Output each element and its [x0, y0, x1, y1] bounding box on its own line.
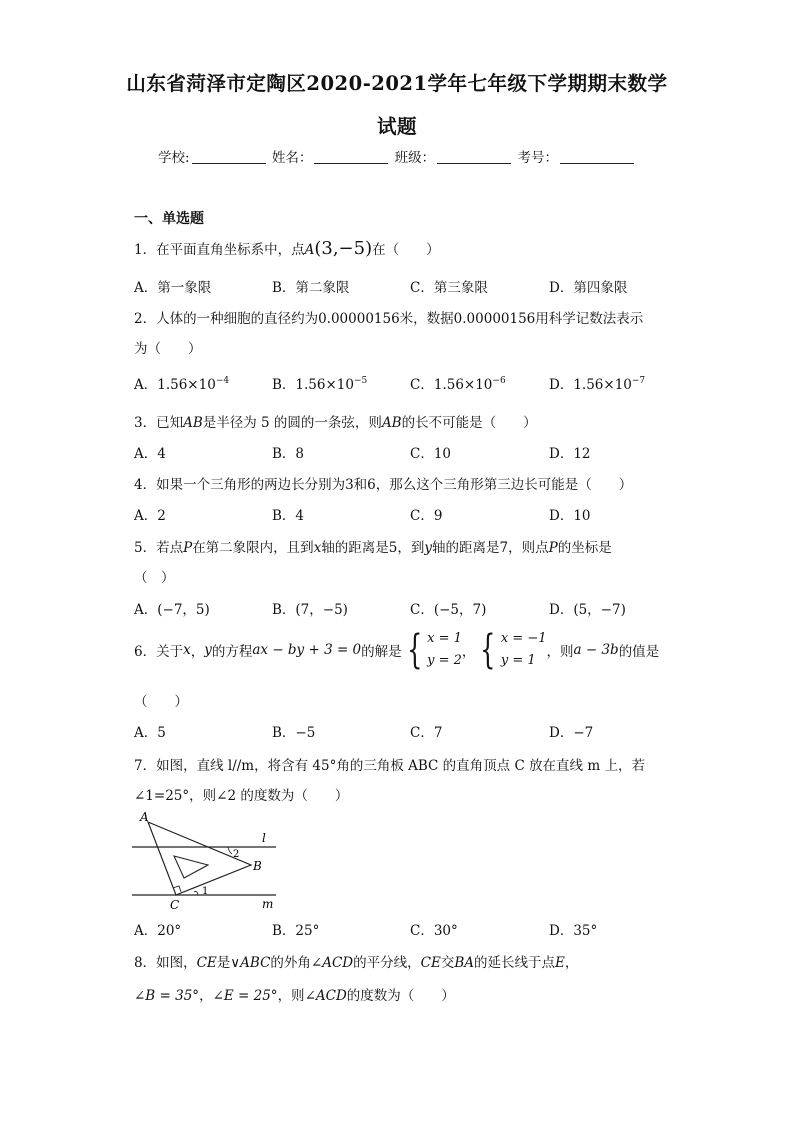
name-label: 姓名： — [271, 150, 313, 166]
q7-figure — [128, 808, 288, 912]
triangle-hole — [174, 856, 208, 878]
q6-option-b[interactable]: B．−5 — [272, 725, 316, 741]
question-4: 4．如果一个三角形的两边长分别为3和6，那么这个三角形第三边长可能是（ ） — [134, 477, 633, 493]
label-a: A — [140, 810, 149, 824]
q1-text: 1．在平面直角坐标系中，点 — [134, 242, 305, 258]
q2-option-a[interactable]: A．$1.56\times 10^{-4}$ — [134, 376, 230, 393]
q7-option-d[interactable]: D．35° — [549, 923, 598, 939]
class-label: 班级： — [394, 150, 436, 166]
q2-option-d[interactable]: D．$1.56\times 10^{-7}$ — [549, 376, 646, 393]
question-5-line2: （ ） — [134, 570, 175, 586]
question-6-line1: 6．关于x，y的方程ax − by + 3 = 0的解是 { x = 1 y = 2， { x = −1 y = 1，则a − 3b的值是 — [134, 627, 660, 673]
q5-option-d[interactable]: D．(5，−7) — [549, 602, 626, 618]
name-field[interactable] — [314, 150, 388, 164]
q4-option-d[interactable]: D．10 — [549, 508, 591, 524]
q3-option-a[interactable]: A．4 — [134, 446, 166, 462]
exam-no-label: 考号： — [517, 150, 558, 166]
q2-option-c[interactable]: C．$1.56\times 10^{-6}$ — [410, 376, 506, 393]
q5-option-c[interactable]: C．(−5，7) — [410, 602, 487, 618]
label-l: l — [262, 831, 266, 845]
question-6-line2: （ ） — [134, 694, 188, 710]
q3-option-d[interactable]: D．12 — [549, 446, 591, 462]
student-info-line — [0, 146, 794, 166]
question-7-line1: 7．如图，直线 l//m，将含有 45°角的三角板 ABC 的直角顶点 C 放在直线 m 上，若 — [134, 758, 645, 774]
section-heading: 一、单选题 — [134, 211, 204, 227]
q7-option-c[interactable]: C．30° — [410, 923, 458, 939]
question-2-line1: 2．人体的一种细胞的直径约为0.00000156米，数据0.00000156用科学记数法表示 — [134, 311, 644, 327]
question-8-line1: 8．如图，CE是∨ABC的外角∠ACD的平分线，CE交BA的延长线于点E， — [134, 955, 579, 971]
exam-no-field[interactable] — [560, 150, 634, 164]
question-5-line1: 5．若点P在第二象限内，且到x轴的距离是5，到y轴的距离是7，则点P的坐标是 — [134, 540, 612, 556]
q6-option-c[interactable]: C．7 — [410, 725, 443, 741]
q6-option-a[interactable]: A．5 — [134, 725, 166, 741]
q1-option-b[interactable]: B．第二象限 — [272, 280, 350, 296]
question-3: 3．已知AB是半径为 5 的圆的一条弦，则AB的长不可能是（ ） — [134, 415, 537, 431]
q1-option-c[interactable]: C．第三象限 — [410, 280, 488, 296]
q5-option-b[interactable]: B．(7，−5) — [272, 602, 348, 618]
q3-option-b[interactable]: B．8 — [272, 446, 305, 462]
label-m: m — [262, 897, 274, 911]
class-field[interactable] — [437, 150, 511, 164]
label-angle-1: 1 — [202, 886, 209, 897]
q4-option-a[interactable]: A．2 — [134, 508, 166, 524]
question-2-line2: 为（ ） — [134, 341, 202, 357]
label-angle-2: 2 — [233, 849, 240, 860]
q2-option-b[interactable]: B．$1.56\times 10^{-5}$ — [272, 376, 368, 393]
question-7-line2: ∠1=25°，则∠2 的度数为（ ） — [134, 788, 349, 804]
q4-option-b[interactable]: B．4 — [272, 508, 305, 524]
q1-point: A — [304, 242, 315, 258]
q5-option-a[interactable]: A．(−7，5) — [134, 602, 210, 618]
question-8-line2: ∠B = 35°，∠E = 25°，则∠ACD的度数为（ ） — [134, 988, 455, 1004]
page-title-line2: 试题 — [376, 115, 417, 138]
q3-option-c[interactable]: C．10 — [410, 446, 452, 462]
q1-option-a[interactable]: A．第一象限 — [134, 280, 212, 296]
angle-2-arc — [228, 847, 232, 854]
q4-option-c[interactable]: C．9 — [410, 508, 443, 524]
label-b: B — [253, 859, 262, 873]
q7-option-a[interactable]: A．20° — [134, 923, 182, 939]
question-1 — [134, 238, 440, 259]
school-label: 学校: — [158, 150, 190, 166]
q1-coord: (3,−5) — [314, 238, 373, 259]
q1-post: 在（ ） — [372, 242, 440, 258]
q1-option-d[interactable]: D．第四象限 — [549, 280, 628, 296]
q7-option-b[interactable]: B．25° — [272, 923, 320, 939]
label-c: C — [170, 898, 180, 912]
page-title: 山东省菏泽市定陶区2020-2021学年七年级下学期期末数学 — [126, 72, 668, 95]
school-field[interactable] — [192, 150, 266, 164]
q6-option-d[interactable]: D．−7 — [549, 725, 594, 741]
